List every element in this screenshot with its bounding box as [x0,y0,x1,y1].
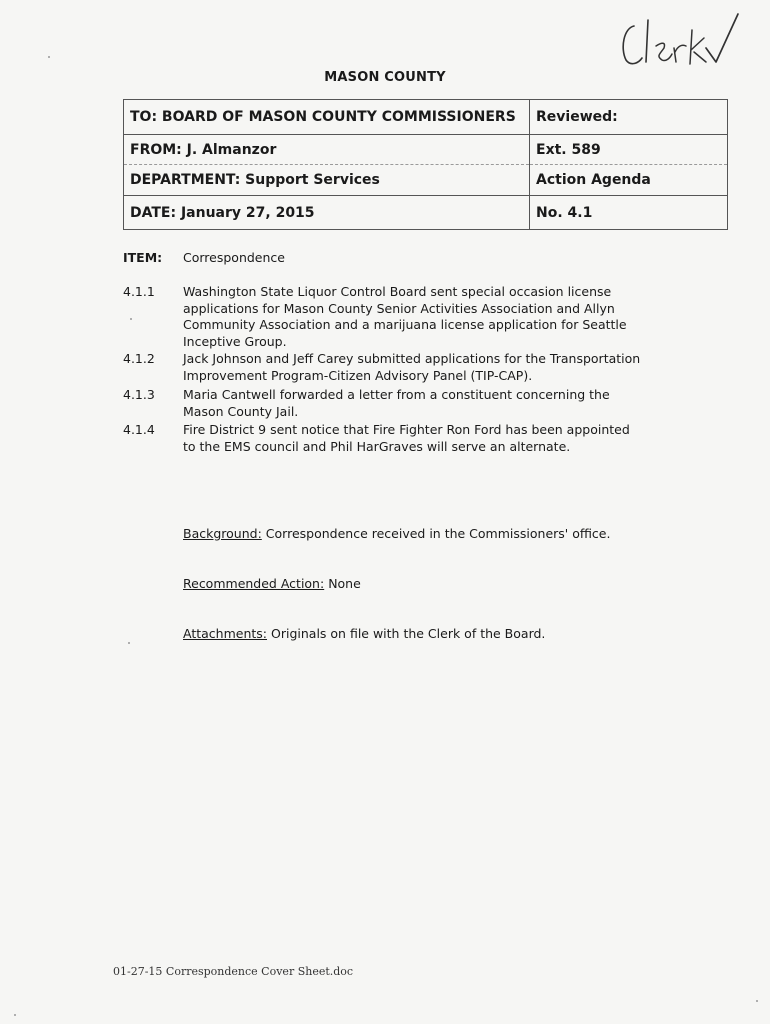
attachments-section [183,626,545,641]
date-field: DATE: January 27, 2015 [124,196,530,230]
attachments-text: Originals on file with the Clerk of the Board. [271,626,546,641]
handwritten-clerk-signature [612,8,742,72]
background-text: Correspondence received in the Commissioners' office. [265,526,611,541]
from-field: FROM: J. Almanzor [124,135,530,165]
scan-speck [48,56,50,58]
list-item-number: 4.1.4 [123,422,155,437]
department-field: DEPARTMENT: Support Services [124,165,530,196]
scan-speck [130,318,132,320]
to-field: TO: BOARD OF MASON COUNTY COMMISSIONERS [124,100,530,135]
scan-speck [14,1014,16,1016]
agenda-number-field: No. 4.1 [530,196,728,230]
item-label: ITEM: [123,250,163,265]
ext-field: Ext. 589 [530,135,728,165]
page-title: MASON COUNTY [324,70,446,85]
list-item-number: 4.1.2 [123,351,155,366]
header-table [123,99,728,230]
recommended-action-label: Recommended Action: [183,576,325,591]
list-item-text: Fire District 9 sent notice that Fire Fighter Ron Ford has been appointed to the EMS council and Phil HarGraves will serve an alternate. [183,422,630,454]
scan-speck [756,1000,758,1002]
list-item-number: 4.1.1 [123,284,155,299]
background-section [183,526,610,541]
recommended-action-section [183,576,361,591]
reviewed-field: Reviewed: [530,100,728,135]
item-value: Correspondence [183,250,285,265]
list-item-text: Washington State Liquor Control Board sent special occasion license applications for Mason County Senior Activities Association and Allyn Community Association and a marijuana license application for Seattle Inceptive Group. [183,284,627,349]
background-label: Background: [183,526,262,541]
attachments-label: Attachments: [183,626,268,641]
recommended-action-text: None [328,576,361,591]
footer-filename: 01-27-15 Correspondence Cover Sheet.doc [113,965,354,978]
agenda-type-field: Action Agenda [530,165,728,196]
list-item-text: Maria Cantwell forwarded a letter from a constituent concerning the Mason County Jail. [183,387,610,419]
list-item-number: 4.1.3 [123,387,155,402]
scan-speck [128,642,130,644]
list-item-text: Jack Johnson and Jeff Carey submitted applications for the Transportation Improvement Program-Citizen Advisory Panel (TIP-CAP). [183,351,641,383]
